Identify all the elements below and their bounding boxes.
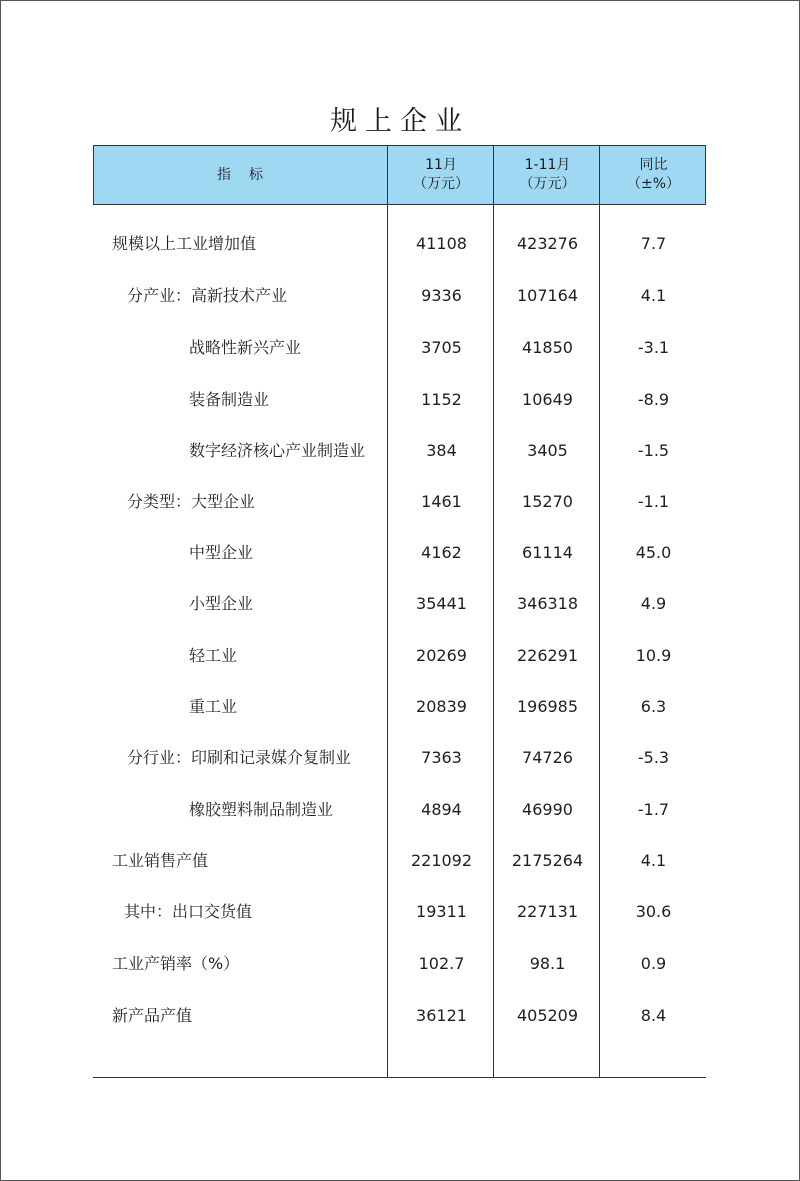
header-indicator (94, 146, 388, 204)
row-month-value: 20839 (416, 697, 467, 716)
row-cumulative-value: 196985 (516, 697, 579, 716)
table-row (0, 385, 800, 415)
table-header (93, 145, 706, 205)
row-label: 工业产销率（%） (112, 954, 240, 973)
header-month (388, 146, 494, 204)
table-row (0, 1001, 800, 1031)
row-cumulative-value: 227131 (516, 902, 579, 921)
row-yoy-value: 4.1 (640, 851, 667, 870)
row-month-value: 102.7 (418, 954, 465, 973)
row-cumulative-value: 10649 (522, 390, 573, 409)
table-row (0, 333, 800, 363)
row-yoy-value: 6.3 (640, 697, 667, 716)
row-month-value: 1152 (421, 390, 462, 409)
table-row (0, 538, 800, 568)
header-cumulative-line2: （万元） (519, 176, 576, 192)
row-month-value: 41108 (416, 234, 467, 253)
row-yoy-value: 45.0 (635, 543, 672, 562)
header-cumulative (494, 146, 601, 204)
row-label: 装备制造业 (189, 390, 270, 409)
row-yoy-value: 8.4 (640, 1006, 667, 1025)
row-yoy-value: -5.3 (637, 748, 670, 767)
row-label: 中型企业 (189, 543, 254, 562)
row-cumulative-value: 15270 (522, 492, 573, 511)
row-cumulative-value: 405209 (516, 1006, 579, 1025)
row-label: 规模以上工业增加值 (112, 234, 257, 253)
table-row (0, 795, 800, 825)
row-month-value: 20269 (416, 646, 467, 665)
row-label: 工业销售产值 (112, 851, 209, 870)
row-label: 战略性新兴产业 (189, 338, 302, 357)
table-row (0, 846, 800, 876)
row-yoy-value: 0.9 (640, 954, 667, 973)
header-month-line1: 11月 (425, 157, 457, 173)
table-row (0, 897, 800, 927)
row-cumulative-value: 61114 (522, 543, 573, 562)
row-month-value: 3705 (421, 338, 462, 357)
table-row (0, 949, 800, 979)
table-row (0, 436, 800, 466)
row-yoy-value: 30.6 (635, 902, 672, 921)
table-bottom-rule (93, 1077, 706, 1078)
row-month-value: 221092 (410, 851, 473, 870)
row-yoy-value: -1.1 (637, 492, 670, 511)
table-row (0, 229, 800, 259)
row-month-value: 35441 (416, 594, 467, 613)
row-cumulative-value: 41850 (522, 338, 573, 357)
header-yoy (601, 146, 706, 204)
row-cumulative-value: 2175264 (511, 851, 584, 870)
header-yoy-line2: （±%） (626, 176, 681, 192)
row-cumulative-value: 46990 (522, 800, 573, 819)
row-cumulative-value: 346318 (516, 594, 579, 613)
row-yoy-value: 4.9 (640, 594, 667, 613)
row-yoy-value: -1.5 (637, 441, 670, 460)
row-yoy-value: -3.1 (637, 338, 670, 357)
row-label: 橡胶塑料制品制造业 (189, 800, 334, 819)
header-indicator-label: 指 标 (217, 166, 265, 183)
row-month-value: 384 (426, 441, 457, 460)
table-row (0, 743, 800, 773)
row-month-value: 4162 (421, 543, 462, 562)
row-label: 重工业 (189, 697, 238, 716)
row-cumulative-value: 98.1 (529, 954, 566, 973)
row-label: 新产品产值 (112, 1006, 193, 1025)
row-label: 分行业：印刷和记录媒介复制业 (127, 748, 352, 767)
header-yoy-line1: 同比 (639, 157, 668, 173)
header-month-line2: （万元） (413, 176, 469, 192)
row-yoy-value: -1.7 (637, 800, 670, 819)
row-cumulative-value: 3405 (527, 441, 568, 460)
row-cumulative-value: 226291 (516, 646, 579, 665)
table-row (0, 589, 800, 619)
row-label: 分产业：高新技术产业 (127, 286, 288, 305)
row-yoy-value: -8.9 (637, 390, 670, 409)
row-month-value: 36121 (416, 1006, 467, 1025)
row-cumulative-value: 107164 (516, 286, 579, 305)
table-row (0, 692, 800, 722)
row-month-value: 9336 (421, 286, 462, 305)
header-cumulative-line1: 1-11月 (524, 157, 571, 173)
row-yoy-value: 10.9 (635, 646, 672, 665)
row-month-value: 4894 (421, 800, 462, 819)
row-month-value: 19311 (416, 902, 467, 921)
table-row (0, 487, 800, 517)
row-label: 小型企业 (189, 594, 254, 613)
row-label: 其中：出口交货值 (124, 902, 253, 921)
row-yoy-value: 4.1 (640, 286, 667, 305)
row-cumulative-value: 74726 (522, 748, 573, 767)
page-title: 规上企业 (330, 106, 470, 137)
row-month-value: 1461 (421, 492, 462, 511)
row-label: 轻工业 (189, 646, 238, 665)
row-label: 数字经济核心产业制造业 (189, 441, 366, 460)
table-row (0, 641, 800, 671)
row-label: 分类型：大型企业 (127, 492, 256, 511)
row-month-value: 7363 (421, 748, 462, 767)
row-yoy-value: 7.7 (640, 234, 667, 253)
table-row (0, 281, 800, 311)
row-cumulative-value: 423276 (516, 234, 579, 253)
